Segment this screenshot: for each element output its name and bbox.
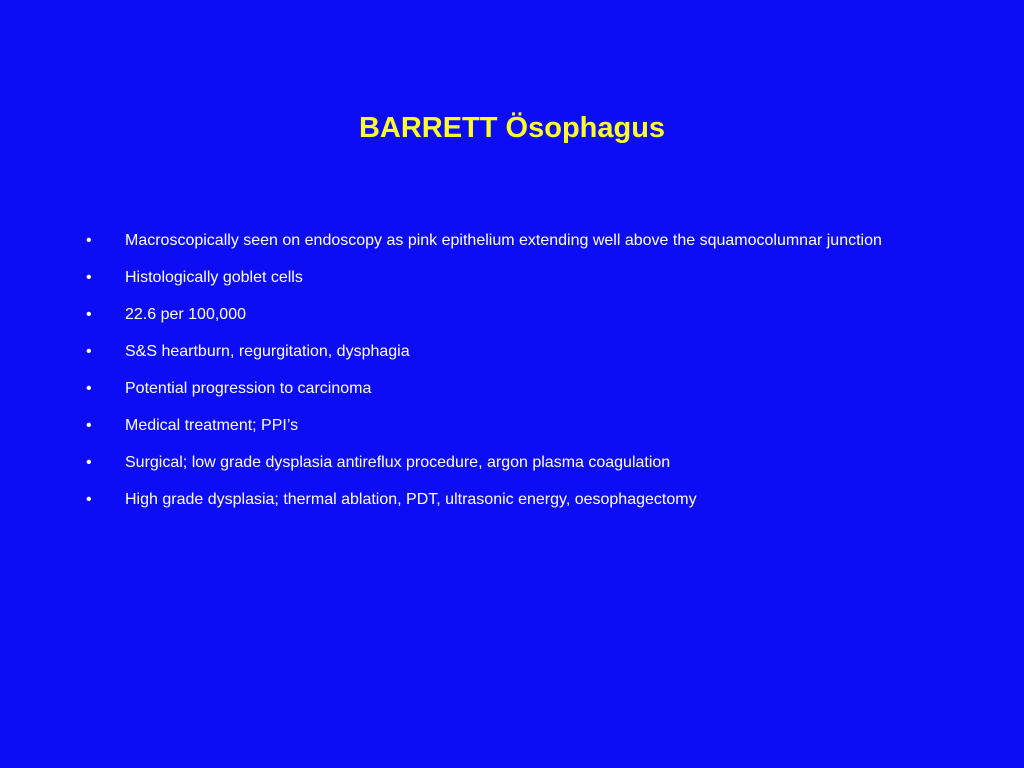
slide-title: BARRETT Ösophagus: [358, 112, 666, 144]
bullet-item: [0, 411, 915, 441]
bullet-item: [0, 226, 915, 256]
bullet-text: High grade dysplasia; thermal ablation, PDT, ultrasonic energy, oesophagectomy: [125, 491, 697, 508]
bullet-text: 22.6 per 100,000: [125, 306, 246, 323]
bullet-text: Medical treatment; PPI’s: [125, 417, 299, 434]
bullet-item: [0, 263, 915, 293]
bullet-marker: •: [86, 491, 92, 508]
bullet-marker: •: [86, 343, 92, 360]
bullet-item: [0, 300, 915, 330]
bullet-marker: •: [86, 306, 92, 323]
bullet-marker: •: [86, 454, 92, 471]
bullet-text: S&S heartburn, regurgitation, dysphagia: [125, 343, 410, 360]
bullet-marker: •: [86, 380, 92, 397]
bullet-item: [0, 485, 915, 515]
bullet-marker: •: [86, 269, 92, 286]
bullet-marker: •: [86, 232, 92, 249]
bullet-item: [0, 374, 915, 404]
bullet-text: Potential progression to carcinoma: [125, 380, 372, 397]
bullet-item: [0, 337, 915, 367]
bullet-list: [0, 226, 1024, 522]
bullet-text: Histologically goblet cells: [125, 269, 303, 286]
bullet-marker: •: [86, 417, 92, 434]
bullet-text: Surgical; low grade dysplasia antireflux procedure, argon plasma coagulation: [125, 454, 671, 471]
bullet-text: Macroscopically seen on endoscopy as pink epithelium extending well above the squamocolumnar junction: [125, 232, 882, 249]
bullet-item: [0, 448, 915, 478]
